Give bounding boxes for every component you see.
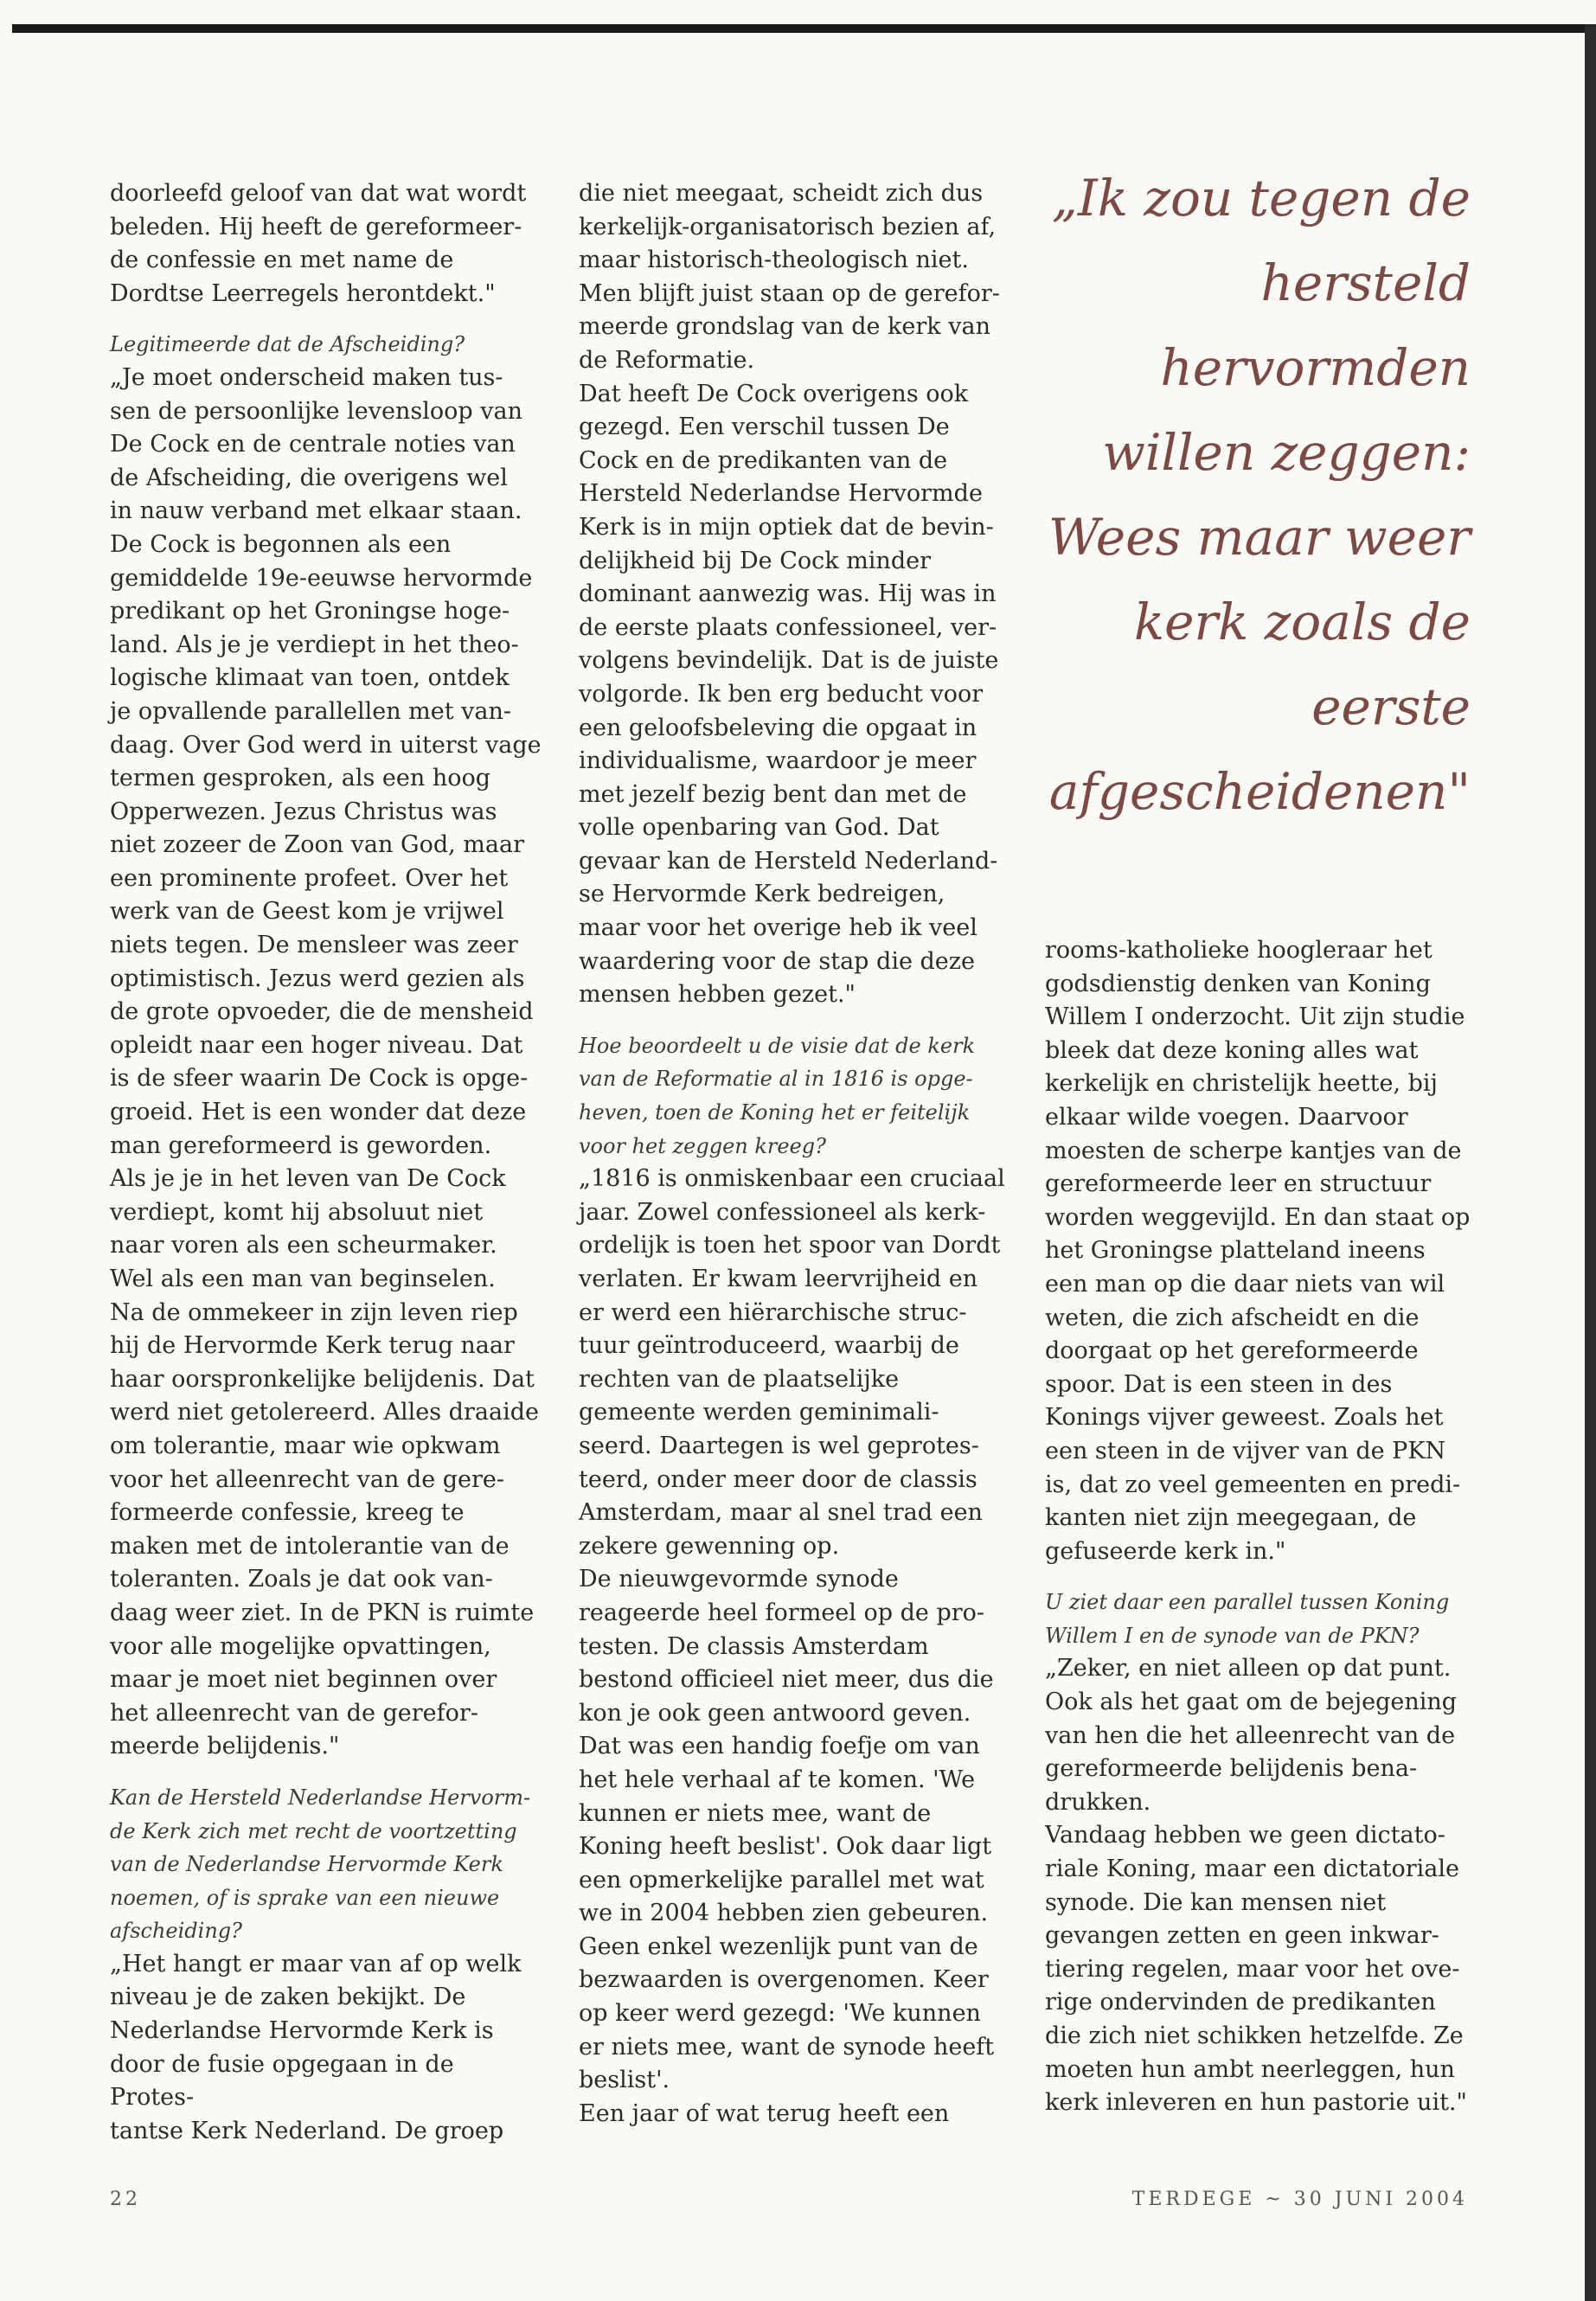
paragraph: die niet meegaat, scheidt zich dus kerkelijk-organisatorisch bezien af, maar historisch-theologisch niet. Men blijft juist staan op de gerefor- meerde grondslag van de kerk van de Reformatie. Dat heeft De Cock overigens ook gezegd. Een verschil tussen De Cock en de predikanten van de Hersteld Nederlandse Hervormde Kerk is in mijn optiek dat de bevin- delijkheid bij De Cock minder dominant aanwezig was. Hij was in de eerste plaats confessioneel, ver- volgens bevindelijk. Dat is de juiste volgorde. Ik ben erg beducht voor een geloofsbeleving die opgaat in individualisme, waardoor je meer met jezelf bezig bent dan met de volle openbaring van God. Dat gevaar kan de Hersteld Nederland- se Hervormde Kerk bedreigen, maar voor het overige heb ik veel waardering voor de stap die deze mensen hebben gezet." <box>579 180 1000 1009</box>
interview-question: U ziet daar een parallel tussen Koning Willem I en de synode van de PKN? <box>1045 1590 1450 1648</box>
interview-answer: „Je moet onderscheid maken tus- sen de persoonlijke levensloop van De Cock en de centrale noties van de Afscheiding, die overigens wel in nauw verband met elkaar staan. De Cock is begonnen als een gemiddelde 19e-eeuwse hervormde predikant op het Groningse hoge- land. Als je je verdiept in het theo- logische klimaat van toen, ontdek je opvallende parallellen met van- daag. Over God werd in uiterst vage termen gesproken, als een hoog Opperwezen. Jezus Christus was niet zozeer de Zoon van God, maar een prominente profeet. Over het werk van de Geest kom je vrijwel niets tegen. De mensleer was zeer optimistisch. Jezus werd gezien als de grote opvoeder, die de mensheid opleidt naar een hoger niveau. Dat is de sfeer waarin De Cock is opge- groeid. Het is een wonder dat deze man gereformeerd is geworden. Als je je in het leven van De Cock verdiept, komt hij absoluut niet naar voren als een scheurmaker. Wel als een man van beginselen. Na de ommekeer in zijn leven riep hij de Hervormde Kerk terug naar haar oorspronkelijke belijdenis. Dat werd niet getolereerd. Alles draaide om tolerantie, maar wie opkwam voor het alleenrecht van de gere- formeerde confessie, kreeg te maken met de intolerantie van de toleranten. Zoals je dat ook van- daag weer ziet. In de PKN is ruimte voor alle mogelijke opvattingen, maar je moet niet beginnen over het alleenrecht van de gerefor- meerde belijdenis." <box>110 363 542 1760</box>
page-number: 22 <box>110 2189 141 2210</box>
right-page-edge <box>1585 24 1596 2301</box>
interview-answer: „Het hangt er maar van af op welk niveau je de zaken bekijkt. De Nederlandse Hervormde Kerk is door de fusie opgegaan in de Protes- tantse Kerk Nederland. De groep <box>110 1950 522 2144</box>
interview-answer: „Zeker, en niet alleen op dat punt. Ook als het gaat om de bejegening van hen die het alleenrecht van de gereformeerde belijdenis bena- drukken. Vandaag hebben we geen dictato- riale Koning, maar een dictatoriale synode. Die kan mensen niet gevangen zetten en geen inkwar- tiering regelen, maar voor het ove- rige ondervinden de predikanten die zich niet schikken hetzelfde. Ze moeten hun ambt neerleggen, hun kerk inleveren en hun pastorie uit." <box>1045 1655 1467 2117</box>
paragraph: rooms-katholieke hoogleraar het godsdienstig denken van Koning Willem I onderzocht. Uit zijn studie bleek dat deze koning alles wat kerkelijk en christelijk heette, bij elkaar wilde voegen. Daarvoor moesten de scherpe kantjes van de gereformeerde leer en structuur worden weggevijld. En dan staat op het Groningse platteland ineens een man op die daar niets van wil weten, die zich afscheidt en die doorgaat op het gereformeerde spoor. Dat is een steen in des Konings vijver geweest. Zoals het een steen in de vijver van de PKN is, dat zo veel gemeenten en predi- kanten niet zijn meegegaan, de gefuseerde kerk in." <box>1045 937 1471 1565</box>
interview-question: Kan de Hersteld Nederlandse Hervorm- de Kerk zich met recht de voortzetting van de Nederlandse Hervormde Kerk noemen, of is sprake van een nieuwe afscheiding? <box>110 1785 531 1944</box>
paragraph: doorleefd geloof van dat wat wordt beleden. Hij heeft de gereformeer- de confessie en met name de Dordtse Leerregels herontdekt." <box>110 180 527 307</box>
magazine-credit: TERDEGE ~ 30 JUNI 2004 <box>1131 2189 1468 2210</box>
interview-question: Legitimeerde dat de Afscheiding? <box>110 332 465 357</box>
interview-question: Hoe beoordeelt u de visie dat de kerk van de Reformatie al in 1816 is opge- heven, toen de Koning het er feitelijk voor het zeggen kreeg? <box>579 1033 976 1158</box>
article-column-1 <box>110 177 542 2148</box>
article-column-2 <box>579 177 1011 2131</box>
article-column-3 <box>1045 934 1477 2120</box>
interview-answer: „1816 is onmiskenbaar een cruciaal jaar. Zowel confessioneel als kerk- ordelijk is toen het spoor van Dordt verlaten. Er kwam leervrijheid en er werd een hiërarchische struc- tuur geïntroduceerd, waarbij de rechten van de plaatselijke gemeente werden geminimali- seerd. Daartegen is wel geprotes- teerd, onder meer door de classis Amsterdam, maar al snel trad een zekere gewenning op. De nieuwgevormde synode reageerde heel formeel op de pro- testen. De classis Amsterdam bestond officieel niet meer, dus die kon je ook geen antwoord geven. Dat was een handig foefje om van het hele verhaal af te komen. 'We kunnen er niets mee, want de Koning heeft beslist'. Ook daar ligt een opmerkelijke parallel met wat we in 2004 hebben zien gebeuren. Geen enkel wezenlijk punt van de bezwaarden is overgenomen. Keer op keer werd gezegd: 'We kunnen er niets mee, want de synode heeft beslist'. Een jaar of wat terug heeft een <box>579 1165 1005 2127</box>
pull-quote: „Ik zou tegen de hersteld hervormden willen zeggen: Wees maar weer kerk zoals de eerste afgescheidenen" <box>1048 169 1471 821</box>
top-rule <box>12 24 1595 33</box>
